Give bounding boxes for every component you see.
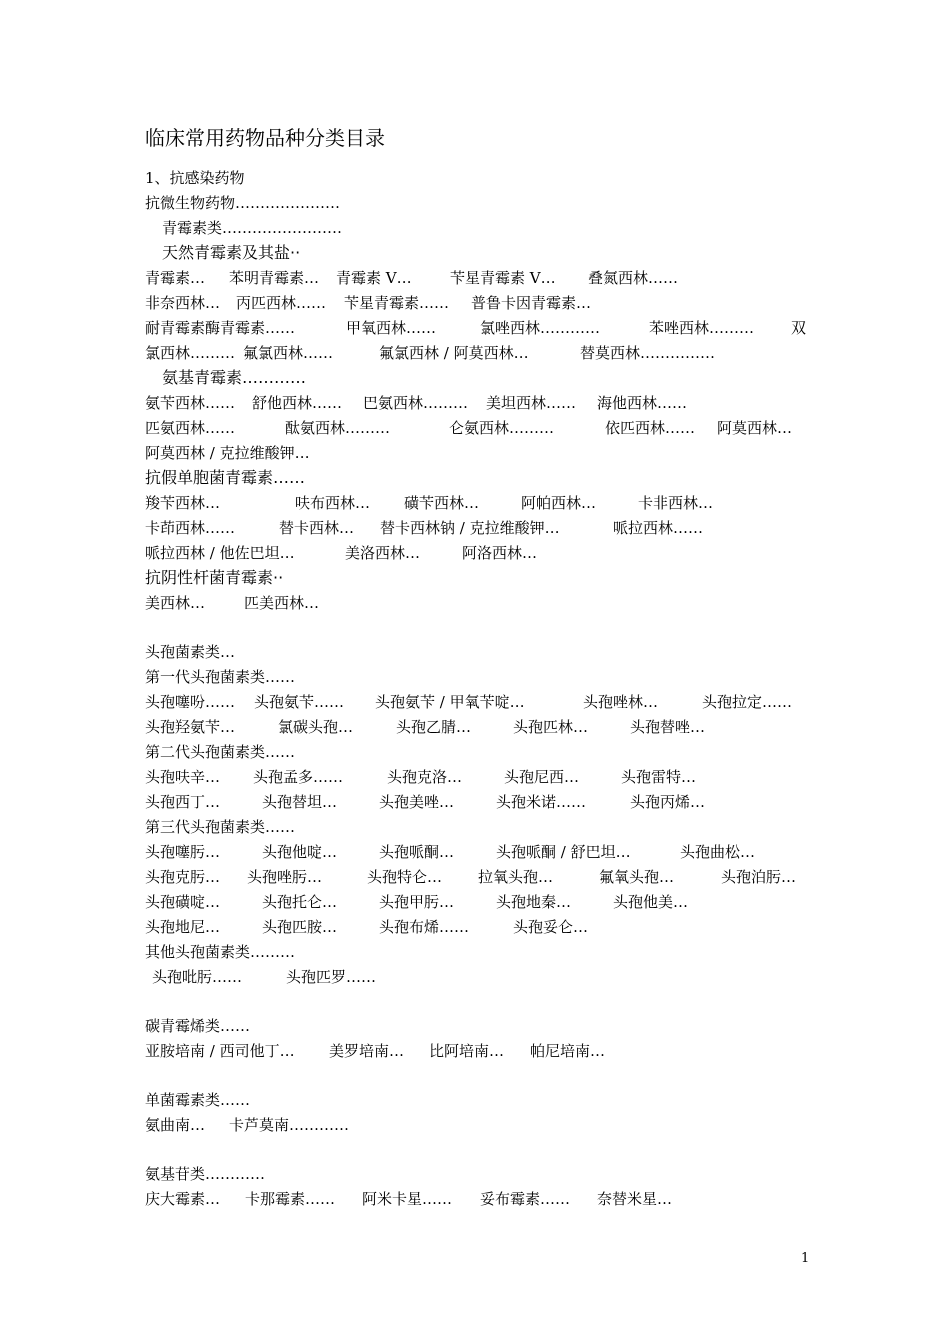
drug-item: 头孢氨苄…… bbox=[254, 693, 345, 711]
drug-item: 头孢噻吩…… bbox=[145, 693, 236, 711]
drug-item: 头孢米诺…… bbox=[496, 793, 587, 811]
drug-item: 帕尼培南… bbox=[530, 1042, 606, 1060]
drug-item: 依匹西林…… bbox=[605, 419, 696, 437]
drug-item: 丙匹西林…… bbox=[236, 294, 327, 312]
subcategory-third-gen-cephalosporins: 第三代头孢菌素类…… bbox=[145, 818, 296, 836]
drug-item: 妥布霉素…… bbox=[480, 1190, 571, 1208]
drug-item: 卡芦莫南………… bbox=[229, 1116, 350, 1134]
drug-item: 头孢尼西… bbox=[504, 768, 580, 786]
drug-item: 卡茚西林…… bbox=[145, 519, 236, 537]
drug-item: 阿洛西林… bbox=[462, 544, 538, 562]
drug-item: 哌拉西林…… bbox=[613, 519, 704, 537]
drug-item: 亚胺培南 / 西司他丁… bbox=[145, 1042, 295, 1060]
drug-item: 双 bbox=[791, 319, 807, 337]
drug-item: 耐青霉素酶青霉素…… bbox=[145, 319, 296, 337]
drug-item: 匹美西林… bbox=[244, 594, 320, 612]
subcategory-natural-penicillins: 天然青霉素及其盐·· bbox=[162, 243, 301, 262]
category-carbapenems: 碳青霉烯类…… bbox=[145, 1017, 251, 1035]
drug-item: 头孢地秦… bbox=[496, 893, 572, 911]
drug-item: 阿莫西林 / 克拉维酸钾… bbox=[145, 444, 310, 462]
drug-item: 叠氮西林…… bbox=[588, 269, 679, 287]
drug-item: 头孢羟氨苄… bbox=[145, 718, 236, 736]
section-heading-anti-infective: 1、抗感染药物 bbox=[145, 169, 245, 187]
drug-item: 海他西林…… bbox=[597, 394, 688, 412]
drug-item: 头孢西丁… bbox=[145, 793, 221, 811]
drug-item: 头孢拉定…… bbox=[702, 693, 793, 711]
drug-item: 甲氧西林…… bbox=[346, 319, 437, 337]
drug-item: 青霉素… bbox=[145, 269, 206, 287]
drug-item: 非奈西林… bbox=[145, 294, 221, 312]
drug-item: 舒他西林…… bbox=[252, 394, 343, 412]
drug-item: 头孢甲肟… bbox=[379, 893, 455, 911]
drug-item: 青霉素 V… bbox=[336, 269, 412, 287]
drug-item: 头孢哌酮… bbox=[379, 843, 455, 861]
drug-item: 巴氨西林……… bbox=[363, 394, 469, 412]
subcategory-first-gen-cephalosporins: 第一代头孢菌素类…… bbox=[145, 668, 296, 686]
drug-item: 头孢托仑… bbox=[262, 893, 338, 911]
drug-item: 头孢匹胺… bbox=[262, 918, 338, 936]
drug-item: 头孢替坦… bbox=[262, 793, 338, 811]
drug-item: 头孢氨苄 / 甲氧苄啶… bbox=[375, 693, 525, 711]
document-title: 临床常用药物品种分类目录 bbox=[145, 126, 385, 150]
drug-item: 头孢克洛… bbox=[387, 768, 463, 786]
drug-item: 替卡西林钠 / 克拉维酸钾… bbox=[380, 519, 560, 537]
drug-item: 头孢匹林… bbox=[513, 718, 589, 736]
drug-item: 苯唑西林……… bbox=[649, 319, 755, 337]
drug-item: 头孢孟多…… bbox=[253, 768, 344, 786]
drug-item: 美罗培南… bbox=[329, 1042, 405, 1060]
drug-item: 阿莫西林… bbox=[717, 419, 793, 437]
drug-item: 头孢替唑… bbox=[630, 718, 706, 736]
drug-item: 头孢唑肟… bbox=[247, 868, 323, 886]
drug-item: 头孢妥仑… bbox=[513, 918, 589, 936]
drug-item: 头孢美唑… bbox=[379, 793, 455, 811]
drug-item: 卡那霉素…… bbox=[245, 1190, 336, 1208]
drug-item: 氟氯西林 / 阿莫西林… bbox=[379, 344, 529, 362]
subcategory-anti-gram-negative-penicillins: 抗阴性杆菌青霉素·· bbox=[145, 568, 284, 587]
drug-item: 头孢他美… bbox=[613, 893, 689, 911]
drug-item: 阿帕西林… bbox=[521, 494, 597, 512]
drug-item: 头孢克肟… bbox=[145, 868, 221, 886]
drug-item: 比阿培南… bbox=[429, 1042, 505, 1060]
drug-item: 氟氧头孢… bbox=[599, 868, 675, 886]
page-number: 1 bbox=[801, 1251, 810, 1266]
drug-item: 奈替米星… bbox=[597, 1190, 673, 1208]
drug-item: 酞氨西林……… bbox=[285, 419, 391, 437]
drug-item: 替莫西林…………… bbox=[580, 344, 716, 362]
drug-item: 头孢噻肟… bbox=[145, 843, 221, 861]
drug-item: 氨曲南… bbox=[145, 1116, 206, 1134]
drug-item: 头孢曲松… bbox=[680, 843, 756, 861]
category-penicillins: 青霉素类…………………… bbox=[162, 219, 343, 237]
drug-item: 哌拉西林 / 他佐巴坦… bbox=[145, 544, 295, 562]
drug-item: 阿米卡星…… bbox=[362, 1190, 453, 1208]
drug-item: 普鲁卡因青霉素… bbox=[471, 294, 592, 312]
category-monobactams: 单菌霉素类…… bbox=[145, 1091, 251, 1109]
category-cephalosporins: 头孢菌素类… bbox=[145, 643, 236, 661]
drug-item: 替卡西林… bbox=[279, 519, 355, 537]
drug-item: 氟氯西林…… bbox=[243, 344, 334, 362]
drug-item: 苄星青霉素…… bbox=[344, 294, 450, 312]
drug-item: 美洛西林… bbox=[345, 544, 421, 562]
drug-item: 氯唑西林………… bbox=[480, 319, 601, 337]
drug-item: 头孢乙腈… bbox=[396, 718, 472, 736]
drug-item: 头孢磺啶… bbox=[145, 893, 221, 911]
drug-item: 仑氨西林……… bbox=[449, 419, 555, 437]
subcategory-second-gen-cephalosporins: 第二代头孢菌素类…… bbox=[145, 743, 296, 761]
subcategory-antipseudomonal-penicillins: 抗假单胞菌青霉素…… bbox=[145, 468, 306, 487]
drug-item: 羧苄西林… bbox=[145, 494, 221, 512]
drug-item: 头孢丙烯… bbox=[630, 793, 706, 811]
drug-item: 匹氨西林…… bbox=[145, 419, 236, 437]
drug-item: 头孢哌酮 / 舒巴坦… bbox=[496, 843, 631, 861]
drug-item: 头孢特仑… bbox=[367, 868, 443, 886]
drug-item: 苯明青霉素… bbox=[229, 269, 320, 287]
drug-item: 头孢布烯…… bbox=[379, 918, 470, 936]
drug-item: 庆大霉素… bbox=[145, 1190, 221, 1208]
category-antimicrobial: 抗微生物药物………………… bbox=[145, 194, 341, 212]
drug-item: 头孢吡肟…… bbox=[152, 968, 243, 986]
subcategory-other-cephalosporins: 其他头孢菌素类……… bbox=[145, 943, 296, 961]
drug-item: 头孢唑林… bbox=[583, 693, 659, 711]
drug-item: 头孢泊肟… bbox=[721, 868, 797, 886]
drug-item: 氨苄西林…… bbox=[145, 394, 236, 412]
drug-item: 拉氧头孢… bbox=[478, 868, 554, 886]
drug-item: 呋布西林… bbox=[295, 494, 371, 512]
drug-item: 头孢他啶… bbox=[262, 843, 338, 861]
drug-item: 磺苄西林… bbox=[404, 494, 480, 512]
category-aminoglycosides: 氨基苷类………… bbox=[145, 1165, 266, 1183]
drug-item: 头孢雷特… bbox=[621, 768, 697, 786]
drug-item: 头孢匹罗…… bbox=[286, 968, 377, 986]
drug-item: 美西林… bbox=[145, 594, 206, 612]
drug-item: 头孢呋辛… bbox=[145, 768, 221, 786]
drug-item: 美坦西林…… bbox=[486, 394, 577, 412]
drug-item: 氯碳头孢… bbox=[278, 718, 354, 736]
subcategory-aminopenicillins: 氨基青霉素………… bbox=[162, 368, 307, 387]
drug-item: 头孢地尼… bbox=[145, 918, 221, 936]
drug-item: 氯西林……… bbox=[145, 344, 236, 362]
drug-item: 卡非西林… bbox=[638, 494, 714, 512]
drug-item: 苄星青霉素 V… bbox=[450, 269, 556, 287]
